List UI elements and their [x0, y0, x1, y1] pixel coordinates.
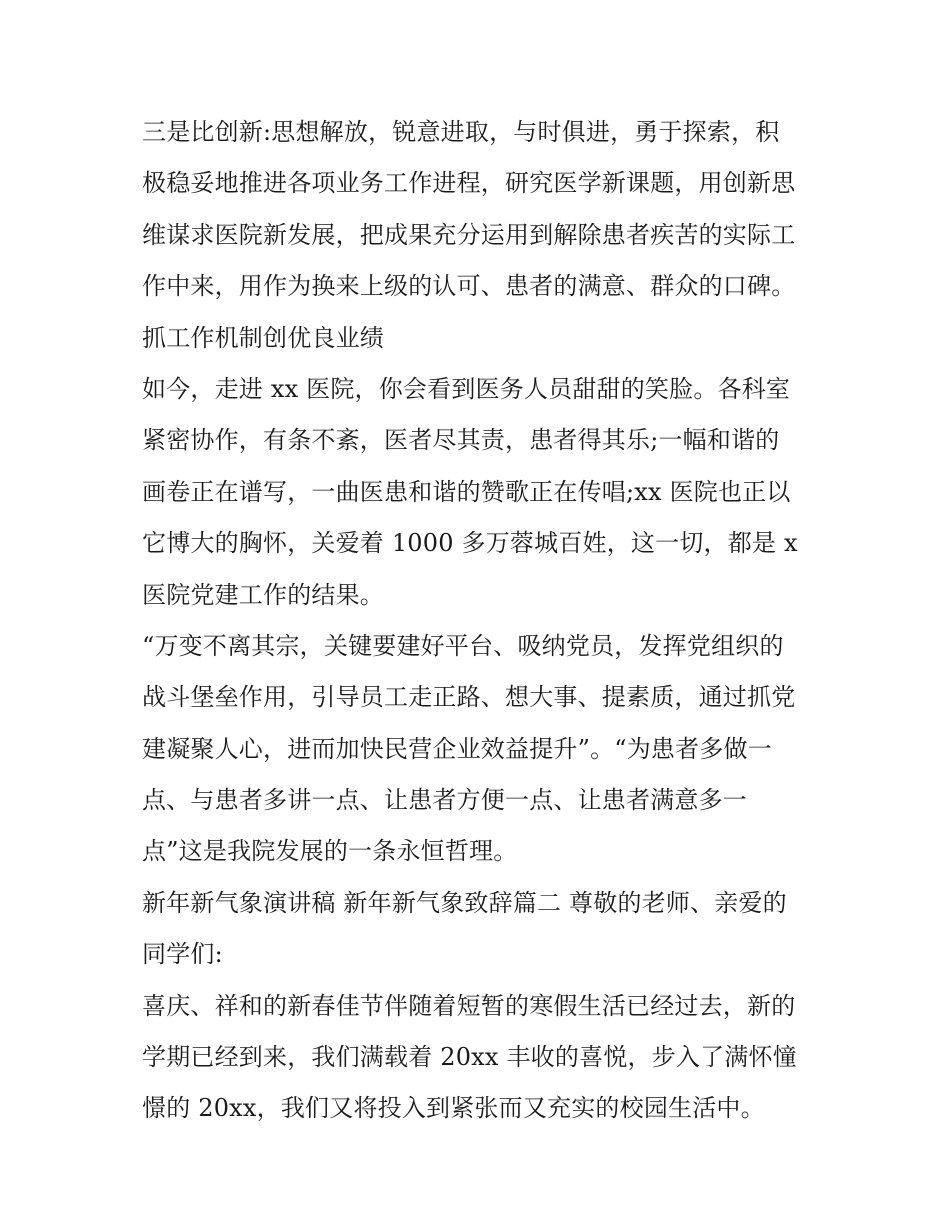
text-line: 战斗堡垒作用，引导员工走正路、想大事、提素质，通过抓党 [142, 683, 796, 712]
text-line: 憬的 20xx，我们又将投入到紧张而又充实的校园生活中。 [142, 1094, 765, 1123]
section-heading: 抓工作机制创优良业绩 [142, 323, 384, 352]
text-line: 学期已经到来，我们满载着 20xx 丰收的喜悦，步入了满怀憧 [142, 1043, 797, 1072]
text-line: “万变不离其宗，关键要建好平台、吸纳党员，发挥党组织的 [142, 631, 784, 660]
text-line: 同学们: [142, 940, 223, 969]
text-line: 建凝聚人心，进而加快民营企业效益提升”。“为患者多做一 [142, 734, 772, 763]
text-line: 点、与患者多讲一点、让患者方便一点、让患者满意多一 [142, 786, 747, 815]
text-line: 它博大的胸怀，关爱着 1000 多万蓉城百姓，这一切，都是 x [142, 529, 798, 558]
text-line: 三是比创新:思想解放，锐意进取，与时俱进，勇于探索，积 [142, 118, 780, 146]
section-heading: 新年新气象演讲稿 新年新气象致辞篇二 尊敬的老师、亲爱的 [142, 888, 787, 917]
text-line: 极稳妥地推进各项业务工作进程，研究医学新课题，用创新思 [142, 169, 796, 198]
text-line: 喜庆、祥和的新春佳节伴随着短暂的寒假生活已经过去，新的 [142, 991, 796, 1020]
text-line: 维谋求医院新发展，把成果充分运用到解除患者疾苦的实际工 [142, 220, 796, 249]
text-line: 紧密协作，有条不紊，医者尽其责，患者得其乐;一幅和谐的 [142, 426, 780, 455]
text-line: 作中来，用作为换来上级的认可、患者的满意、群众的口碑。 [142, 272, 796, 301]
text-line: 画卷正在谱写，一曲医患和谐的赞歌正在传唱;xx 医院也正以 [142, 477, 791, 506]
document-body [142, 107, 822, 1135]
text-line: 医院党建工作的结果。 [142, 580, 384, 609]
text-line: 如今，走进 xx 医院，你会看到医务人员甜甜的笑脸。各科室 [142, 374, 791, 403]
text-line: 点”这是我院发展的一条永恒哲理。 [142, 837, 518, 866]
